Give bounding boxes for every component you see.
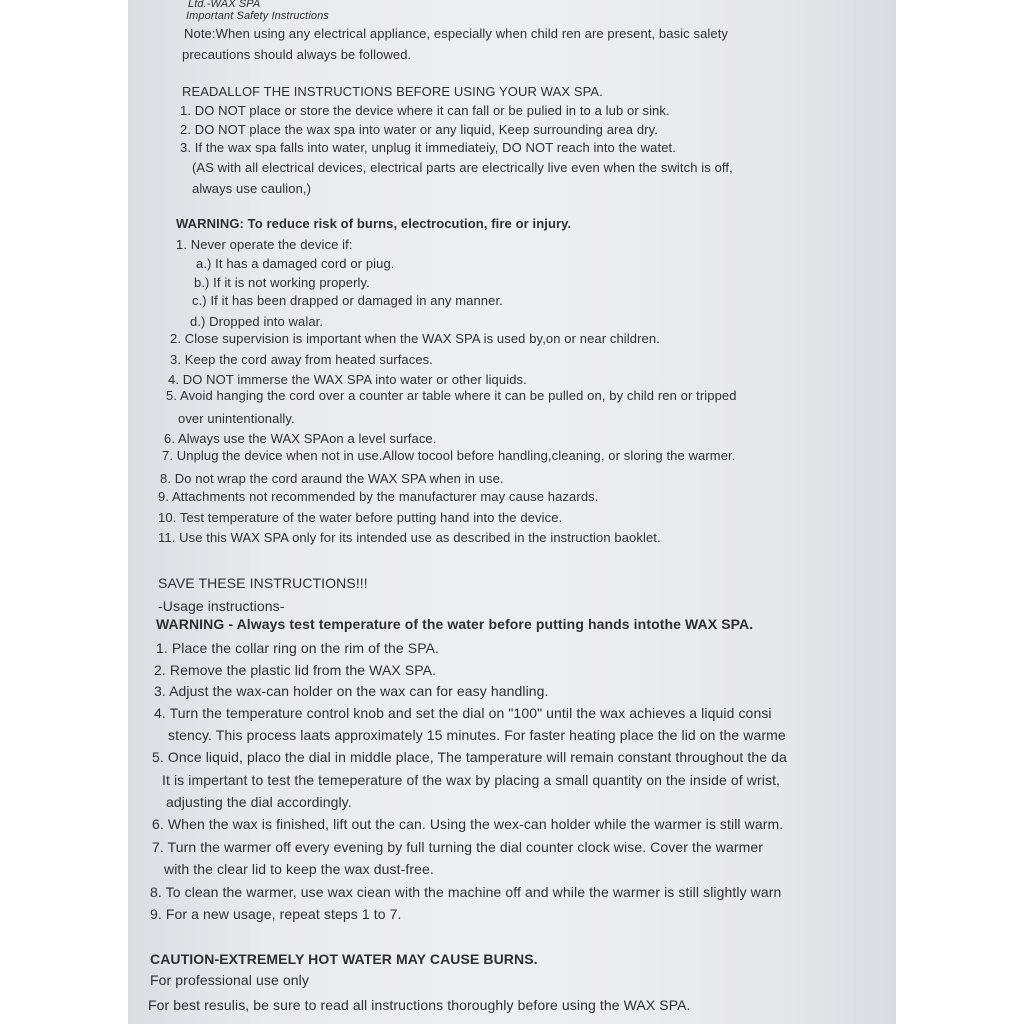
read-item: 2. DO NOT place the wax spa into water or any liquid, Keep surrounding area dry. xyxy=(180,122,658,137)
caution-heading: CAUTION-EXTREMELY HOT WATER MAY CAUSE BURNS. xyxy=(150,951,538,967)
read-all-heading: READALLOF THE INSTRUCTIONS BEFORE USING YOUR WAX SPA. xyxy=(182,84,603,99)
warning-item: 4. DO NOT immerse the WAX SPA into water or other liquids. xyxy=(168,372,527,387)
instruction-sheet xyxy=(128,0,896,1024)
usage-item: 6. When the wax is finished, lift out the can. Using the wex-can holder while the warmer is still warm. xyxy=(152,816,784,832)
read-item: 3. If the wax spa falls into water, unplug it immediateiy, DO NOT reach into the watet. xyxy=(180,140,676,155)
warning-item: 1. Never operate the device if: xyxy=(176,237,353,252)
warning-item: 7. Unplug the device when not in use.Allow tocool before handling,cleaning, or sloring the warmer. xyxy=(162,448,736,463)
usage-warning: WARNING - Always test temperature of the water before putting hands intothe WAX SPA. xyxy=(156,616,754,632)
warning-item: over unintentionally. xyxy=(178,411,295,426)
warning-subitem: c.) If it has been drapped or damaged in any manner. xyxy=(192,293,503,308)
usage-item: 1. Place the collar ring on the rim of the SPA. xyxy=(156,640,440,656)
usage-item: 7. Turn the warmer off every evening by full turning the dial counter clock wise. Cover the warmer xyxy=(152,839,764,855)
usage-item: adjusting the dial accordingly. xyxy=(166,794,352,810)
read-item: always use caulion,) xyxy=(192,181,312,196)
warning-subitem: b.) If it is not working properly. xyxy=(194,275,370,290)
usage-item: 5. Once liquid, placo the dial in middle place, The tamperature will remain constant throughout the da xyxy=(152,749,787,765)
usage-item: 4. Turn the temperature control knob and set the dial on "100" until the wax achieves a liquid consi xyxy=(154,705,772,721)
usage-item: It is impertant to test the temeperature of the wax by placing a small quantity on the inside of wrist, xyxy=(162,772,781,788)
note-line-2: precautions should always be followed. xyxy=(182,47,412,62)
warning-item: 11. Use this WAX SPA only for its intended use as described in the instruction baoklet. xyxy=(158,530,661,545)
usage-item: with the clear lid to keep the wax dust-free. xyxy=(164,861,434,877)
company-name: Ltd.-WAX SPA xyxy=(188,0,261,10)
usage-item: 9. For a new usage, repeat steps 1 to 7. xyxy=(150,906,402,922)
warning-item: 10. Test temperature of the water before putting hand into the device. xyxy=(158,510,563,525)
warning-subitem: d.) Dropped into walar. xyxy=(190,314,324,329)
save-heading: SAVE THESE INSTRUCTIONS!!! xyxy=(158,575,368,591)
professional-note: For professional use only xyxy=(150,972,309,988)
warning-item: 3. Keep the cord away from heated surfaces. xyxy=(170,352,433,367)
note-line-1: Note:When using any electrical appliance, especially when child ren are present, basic salety xyxy=(184,26,729,41)
warning-subitem: a.) It has a damaged cord or piug. xyxy=(196,256,395,271)
read-item: 1. DO NOT place or store the device where it can fall or be pulied in to a lub or sink. xyxy=(180,103,670,118)
usage-heading: -Usage instructions- xyxy=(158,598,285,614)
warning-item: 8. Do not wrap the cord araund the WAX SPA when in use. xyxy=(160,471,504,486)
usage-item: 8. To clean the warmer, use wax ciean with the machine off and while the warmer is still slightly warn xyxy=(150,884,782,900)
warning-item: 9. Attachments not recommended by the manufacturer may cause hazards. xyxy=(158,489,599,504)
warning-heading: WARNING: To reduce risk of burns, electrocution, fire or injury. xyxy=(176,216,572,231)
usage-item: stency. This process laats approximately 15 minutes. For faster heating place the lid on the warme xyxy=(168,727,786,743)
warning-item: 5. Avoid hanging the cord over a counter ar table where it can be pulled on, by child ren or tripped xyxy=(166,388,737,403)
warning-item: 6. Always use the WAX SPAon a level surface. xyxy=(164,431,437,446)
best-results-note: For best resulis, be sure to read all instructions thoroughly before using the WAX SPA. xyxy=(148,997,691,1013)
read-item: (AS with all electrical devices, electrical parts are electrically live even when the switch is off, xyxy=(192,160,733,175)
usage-item: 3. Adjust the wax-can holder on the wax can for easy handling. xyxy=(154,683,549,699)
sheet-title: Important Safety Instructions xyxy=(186,10,329,22)
warning-item: 2. Close supervision is important when the WAX SPA is used by,on or near children. xyxy=(170,331,660,346)
usage-item: 2. Remove the plastic lid from the WAX SPA. xyxy=(154,662,437,678)
